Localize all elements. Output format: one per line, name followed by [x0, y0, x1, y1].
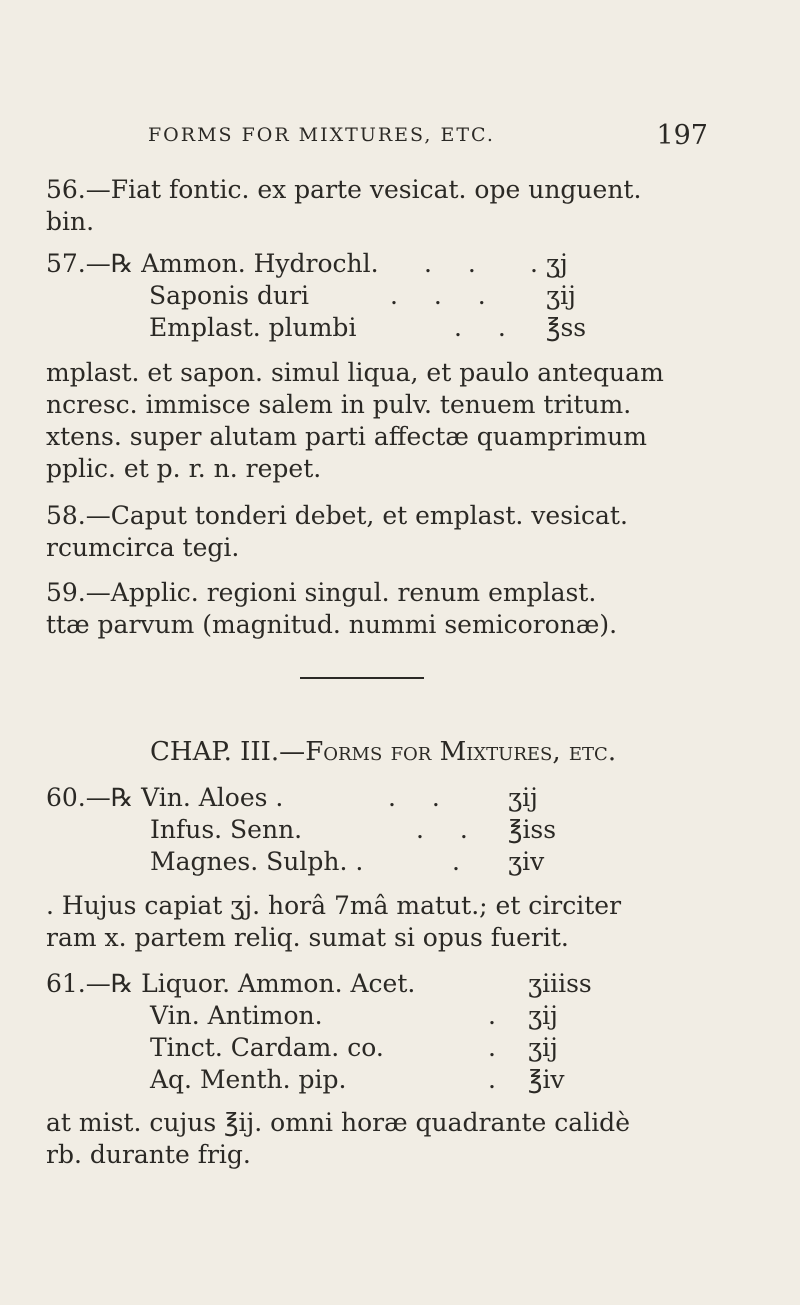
recipe-57-item-3-name: Emplast. plumbi	[149, 313, 357, 342]
recipe-56-line-2: bin.	[46, 207, 95, 236]
recipe-57-item-1-name: 57.—℞ Ammon. Hydrochl.	[46, 249, 379, 278]
recipe-60-text-2: ram x. partem reliq. sumat si opus fuerit.	[46, 923, 569, 952]
recipe-60-item-3-name: Magnes. Sulph. .	[150, 847, 364, 876]
recipe-57-item-3-dots: . .	[454, 313, 520, 342]
recipe-57-item-1-qty: . ʒj	[530, 249, 568, 278]
recipe-61-item-2-qty: ʒij	[528, 1001, 558, 1030]
recipe-61-text-1: at mist. cujus ℥ij. omni horæ quadrante calidè	[46, 1108, 630, 1137]
recipe-57-text-4: pplic. et p. r. n. repet.	[46, 454, 322, 483]
recipe-56-line-1: 56.—Fiat fontic. ex parte vesicat. ope unguent.	[46, 175, 642, 204]
recipe-57-item-1-dots: . .	[424, 249, 490, 278]
recipe-57-item-2-name: Saponis duri	[149, 281, 310, 310]
recipe-61-item-3-dots: .	[488, 1033, 510, 1062]
recipe-57-text-2: ncresc. immisce salem in pulv. tenuem tritum.	[46, 390, 632, 419]
recipe-57-item-3-qty: ℥ss	[546, 313, 587, 342]
recipe-61-text-2: rb. durante frig.	[46, 1140, 251, 1169]
recipe-58-line-1: 58.—Caput tonderi debet, et emplast. vesicat.	[46, 501, 628, 530]
page-header	[148, 120, 708, 160]
chapter-heading	[150, 737, 616, 767]
recipe-60-item-3-qty: ʒiv	[508, 847, 545, 876]
recipe-61-item-2-name: Vin. Antimon.	[150, 1001, 323, 1030]
recipe-60-item-2-qty: ℥iss	[508, 815, 557, 844]
recipe-59-line-2: ttæ parvum (magnitud. nummi semicoronæ).	[46, 610, 618, 639]
recipe-57-text-1: mplast. et sapon. simul liqua, et paulo antequam	[46, 358, 664, 387]
recipe-61-item-4-dots: .	[488, 1065, 510, 1094]
recipe-60-item-2-name: Infus. Senn.	[150, 815, 303, 844]
recipe-57-item-2-dots: . . .	[390, 281, 500, 310]
recipe-60-item-1-qty: ʒij	[508, 783, 538, 812]
recipe-61-item-3-name: Tinct. Cardam. co.	[150, 1033, 384, 1062]
recipe-57-item-2-qty: ʒij	[546, 281, 576, 310]
recipe-60-item-1-dots: . .	[388, 783, 454, 812]
recipe-57-text-3: xtens. super alutam parti affectæ quamprimum	[46, 422, 647, 451]
chapter-title: Forms for Mixtures, etc.	[305, 737, 617, 767]
recipe-61-item-1-qty: ʒiiiss	[528, 969, 592, 998]
chapter-label: CHAP. III.—	[150, 737, 306, 767]
running-title: FORMS FOR MIXTURES, ETC.	[148, 124, 495, 146]
recipe-60-item-3-dots: .	[452, 847, 474, 876]
page-number: 197	[656, 120, 708, 151]
recipe-61-item-1-name: 61.—℞ Liquor. Ammon. Acet.	[46, 969, 416, 998]
recipe-59-line-1: 59.—Applic. regioni singul. renum emplast.	[46, 578, 597, 607]
section-divider	[300, 677, 424, 679]
recipe-60-item-1-name: 60.—℞ Vin. Aloes .	[46, 783, 284, 812]
recipe-61-item-4-qty: ℥iv	[528, 1065, 565, 1094]
recipe-61-item-3-qty: ʒij	[528, 1033, 558, 1062]
recipe-61-item-4-name: Aq. Menth. pip.	[150, 1065, 347, 1094]
recipe-61-item-2-dots: .	[488, 1001, 510, 1030]
recipe-60-item-2-dots: . .	[416, 815, 482, 844]
recipe-58-line-2: rcumcirca tegi.	[46, 533, 240, 562]
recipe-60-text-1: . Hujus capiat ʒj. horâ 7mâ matut.; et circiter	[46, 891, 622, 920]
